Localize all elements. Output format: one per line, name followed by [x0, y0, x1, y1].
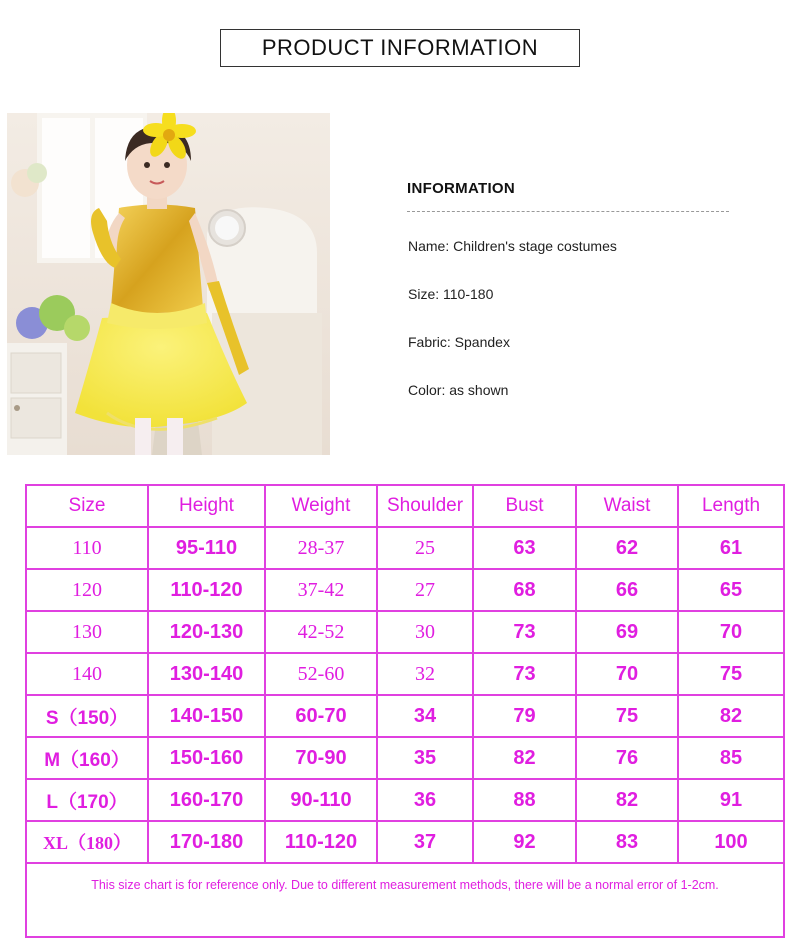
table-row: [26, 821, 784, 863]
waist-cell: 82: [576, 779, 678, 821]
length-cell: 85: [678, 737, 784, 779]
length-cell: 100: [678, 821, 784, 863]
height-cell: 150-160: [148, 737, 265, 779]
table-row: [26, 779, 784, 821]
length-cell: 82: [678, 695, 784, 737]
header-shoulder: Shoulder: [377, 485, 473, 527]
length-cell: 91: [678, 779, 784, 821]
size-cell: S（150）: [26, 695, 148, 737]
bust-cell: 63: [473, 527, 576, 569]
height-cell: 95-110: [148, 527, 265, 569]
information-panel: [407, 180, 729, 398]
height-cell: 110-120: [148, 569, 265, 611]
size-cell: XL（180）: [26, 821, 148, 863]
length-cell: 61: [678, 527, 784, 569]
waist-cell: 69: [576, 611, 678, 653]
info-color: Color: as shown: [408, 382, 509, 398]
height-cell: 170-180: [148, 821, 265, 863]
weight-cell: 42-52: [265, 611, 377, 653]
info-fabric: Fabric: Spandex: [408, 334, 510, 350]
bust-cell: 73: [473, 611, 576, 653]
height-cell: 130-140: [148, 653, 265, 695]
header-bust: Bust: [473, 485, 576, 527]
shoulder-cell: 32: [377, 653, 473, 695]
length-cell: 75: [678, 653, 784, 695]
bust-cell: 73: [473, 653, 576, 695]
weight-cell: 90-110: [265, 779, 377, 821]
height-cell: 140-150: [148, 695, 265, 737]
weight-cell: 28-37: [265, 527, 377, 569]
size-cell: 140: [26, 653, 148, 695]
header-height: Height: [148, 485, 265, 527]
header-size: Size: [26, 485, 148, 527]
table-row: [26, 653, 784, 695]
waist-cell: 62: [576, 527, 678, 569]
waist-cell: 66: [576, 569, 678, 611]
length-cell: 70: [678, 611, 784, 653]
bust-cell: 82: [473, 737, 576, 779]
dashed-divider: [407, 211, 729, 212]
length-cell: 65: [678, 569, 784, 611]
weight-cell: 37-42: [265, 569, 377, 611]
information-heading: INFORMATION: [407, 180, 516, 197]
table-row: [26, 695, 784, 737]
waist-cell: 70: [576, 653, 678, 695]
weight-cell: 52-60: [265, 653, 377, 695]
table-row: [26, 569, 784, 611]
header-weight: Weight: [265, 485, 377, 527]
shoulder-cell: 35: [377, 737, 473, 779]
product-photo: [7, 113, 330, 455]
size-cell: L（170）: [26, 779, 148, 821]
info-name: Name: Children's stage costumes: [408, 238, 617, 254]
size-cell: 120: [26, 569, 148, 611]
size-cell: M（160）: [26, 737, 148, 779]
size-cell: 110: [26, 527, 148, 569]
shoulder-cell: 30: [377, 611, 473, 653]
waist-cell: 83: [576, 821, 678, 863]
height-cell: 160-170: [148, 779, 265, 821]
girl-yellow-dress-image: [7, 113, 330, 455]
weight-cell: 70-90: [265, 737, 377, 779]
size-chart-table: [25, 484, 785, 938]
info-size: Size: 110-180: [408, 286, 494, 302]
page-title: PRODUCT INFORMATION: [261, 35, 539, 60]
table-row: [26, 611, 784, 653]
bust-cell: 68: [473, 569, 576, 611]
size-chart-note: This size chart is for reference only. Due to different measurement methods, there will be a normal error of 1-2cm.: [26, 863, 784, 937]
weight-cell: 60-70: [265, 695, 377, 737]
size-chart-header-row: [26, 485, 784, 527]
weight-cell: 110-120: [265, 821, 377, 863]
shoulder-cell: 27: [377, 569, 473, 611]
shoulder-cell: 36: [377, 779, 473, 821]
header-length: Length: [678, 485, 784, 527]
header-waist: Waist: [576, 485, 678, 527]
bust-cell: 92: [473, 821, 576, 863]
size-cell: 130: [26, 611, 148, 653]
table-row: [26, 527, 784, 569]
bust-cell: 79: [473, 695, 576, 737]
shoulder-cell: 37: [377, 821, 473, 863]
shoulder-cell: 34: [377, 695, 473, 737]
shoulder-cell: 25: [377, 527, 473, 569]
bust-cell: 88: [473, 779, 576, 821]
page-title-box: [220, 29, 580, 67]
table-row: [26, 737, 784, 779]
size-chart-note-row: [26, 863, 784, 937]
height-cell: 120-130: [148, 611, 265, 653]
waist-cell: 75: [576, 695, 678, 737]
waist-cell: 76: [576, 737, 678, 779]
